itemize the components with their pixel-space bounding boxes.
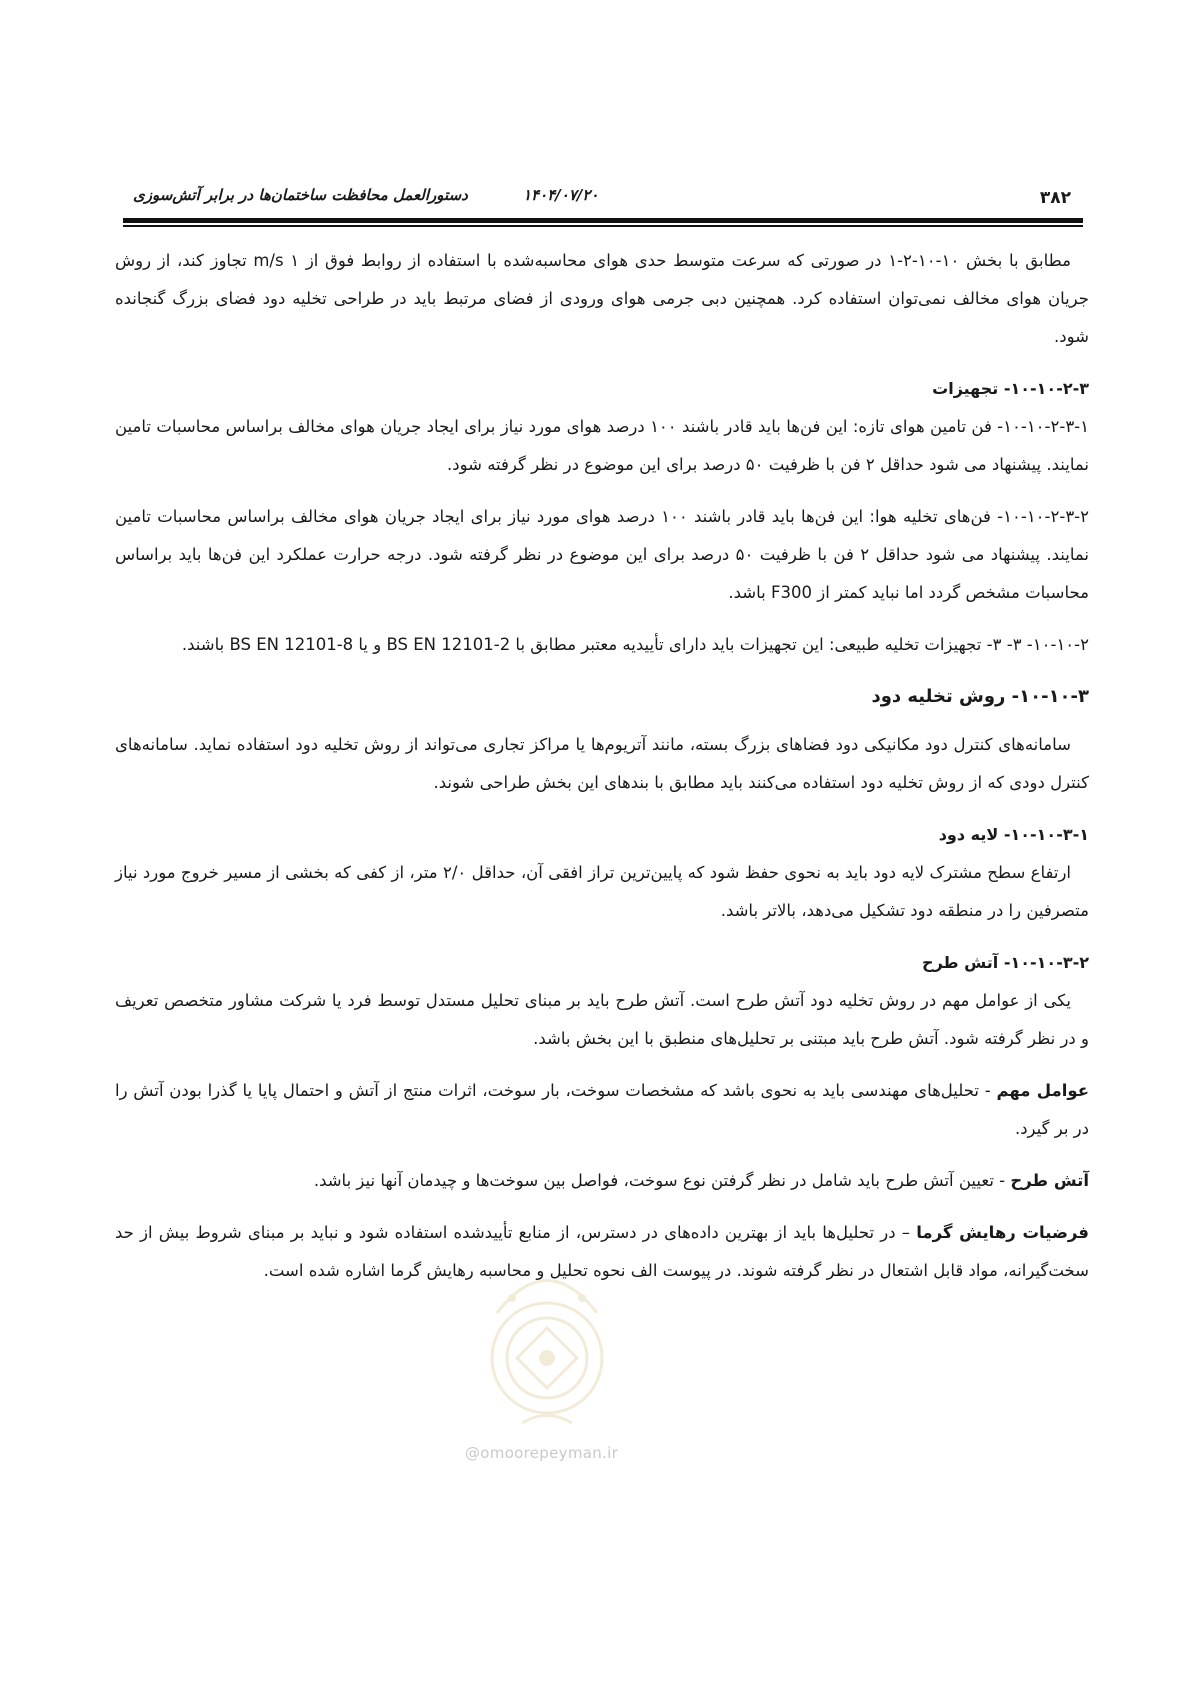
- paragraph-fresh-air-fan: ۱۰-۱۰-۲-۳-۱- فن تامین هوای تازه: این فن‌ها باید قادر باشند ۱۰۰ درصد هوای مورد نیاز برای ایجاد جریان هوای مخالف براساس محاسبات تامین نمایند. پیشنهاد می شود حداقل ۲ فن با ظرفیت ۵۰ درصد برای این موضوع در نظر گرفته شود.: [115, 417, 1089, 474]
- paragraph-natural-exhaust: ۱۰-۱۰-۲- ۳- ۳- تجهیزات تخلیه طبیعی: این تجهیزات باید دارای تأییدیه معتبر مطابق با BS EN 12101-2 و یا BS EN 12101-8 باشند.: [181, 635, 1089, 654]
- paragraph-design-fire: یکی از عوامل مهم در روش تخلیه دود آتش طرح است. آتش طرح باید بر مبنای تحلیل مستدل توسط فرد یا شرکت مشاور متخصص تعریف و در نظر گرفته شود. آتش طرح باید مبتنی بر تحلیل‌های منطبق با این بخش باشد.: [115, 991, 1089, 1048]
- paragraph-important-factors: [115, 1072, 1089, 1148]
- heading-design-fire: ۱۰-۱۰-۳-۲- آتش طرح: [922, 953, 1089, 972]
- body-content: [115, 242, 1089, 1304]
- running-header: [123, 180, 1083, 210]
- paragraph-design-fire-definition: [115, 1162, 1089, 1200]
- page-number: ۳۸۲: [1039, 188, 1071, 208]
- paragraph-smoke-control-systems: سامانه‌های کنترل دود مکانیکی دود فضاهای بزرگ بسته، مانند آتریوم‌ها یا مراکز تجاری می‌تواند از روش تخلیه دود استفاده نماید. سامانه‌های کنترل دودی که از روش تخلیه دود استفاده می‌کنند باید مطابق با بندهای این بخش طراحی شوند.: [115, 735, 1089, 792]
- header-rule-thin: [123, 225, 1083, 227]
- header-rule: [123, 218, 1083, 223]
- paragraph-smoke-layer: ارتفاع سطح مشترک لایه دود باید به نحوی حفظ شود که پایین‌ترین تراز افقی آن، حداقل ۲/۰ متر، از کفی که بخشی از مسیر خروج مورد نیاز متصرفین را در منطقه دود تشکیل می‌دهد، بالاتر باشد.: [115, 863, 1089, 920]
- design-fire-text: - تعیین آتش طرح باید شامل در نظر گرفتن نوع سوخت، فواصل بین سوخت‌ها و چیدمان آنها نیز باشد.: [313, 1171, 1011, 1190]
- paragraph-intro: مطابق با بخش ۱۰-۱۰-۲-۱ در صورتی که سرعت متوسط حدی هوای محاسبه‌شده با استفاده از روابط فوق از m/s ۱ تجاوز کند، از روش جریان هوای مخالف نمی‌توان استفاده کرد. همچنین دبی جرمی هوای ورودی از فضای مرتبط باید در طراحی تخلیه دود فضای بزرگ گنجانده شود.: [115, 251, 1089, 346]
- important-factors-text: - تحلیل‌های مهندسی باید به نحوی باشد که مشخصات سوخت، بار سوخت، اثرات منتج از آتش و احتمال پایا یا گذرا بودن آتش را در بر گیرد.: [115, 1081, 1089, 1138]
- important-factors-label: عوامل مهم: [996, 1081, 1089, 1100]
- heading-smoke-exhaust-method: ۱۰-۱۰-۳- روش تخلیه دود: [871, 686, 1089, 707]
- heat-release-label: فرضیات رهایش گرما: [916, 1223, 1089, 1242]
- header-title: دستورالعمل محافظت ساختمان‌ها در برابر آتش‌سوزی: [133, 186, 468, 204]
- design-fire-label: آتش طرح: [1010, 1171, 1089, 1190]
- paragraph-heat-release: [115, 1214, 1089, 1290]
- heading-equipment: ۱۰-۱۰-۲-۳- تجهیزات: [932, 379, 1089, 398]
- paragraph-exhaust-fans: ۱۰-۱۰-۲-۳-۲- فن‌های تخلیه هوا: این فن‌ها باید قادر باشند ۱۰۰ درصد هوای مورد نیاز برای ایجاد جریان هوای مخالف براساس محاسبات تامین نمایند. پیشنهاد می شود حداقل ۲ فن با ظرفیت ۵۰ درصد برای این موضوع در نظر گرفته شود. درجه حرارت عملکرد این فن‌ها باید براساس محاسبات مشخص گردد اما نباید کمتر از F300 باشد.: [115, 507, 1089, 602]
- heading-smoke-layer: ۱۰-۱۰-۳-۱- لایه دود: [938, 825, 1089, 844]
- watermark-url: @omoorepeyman.ir: [465, 1444, 619, 1462]
- heat-release-text: – در تحلیل‌ها باید از بهترین داده‌های در دسترس، از منابع تأییدشده استفاده شود و نباید بر مبنای شروط بیش از حد سخت‌گیرانه، مواد قابل اشتعال در نظر گرفته شوند. در پیوست الف نحوه تحلیل و محاسبه رهایش گرما اشاره شده است.: [115, 1223, 1089, 1280]
- header-date: ۱۴۰۴/۰۷/۲۰: [523, 186, 599, 204]
